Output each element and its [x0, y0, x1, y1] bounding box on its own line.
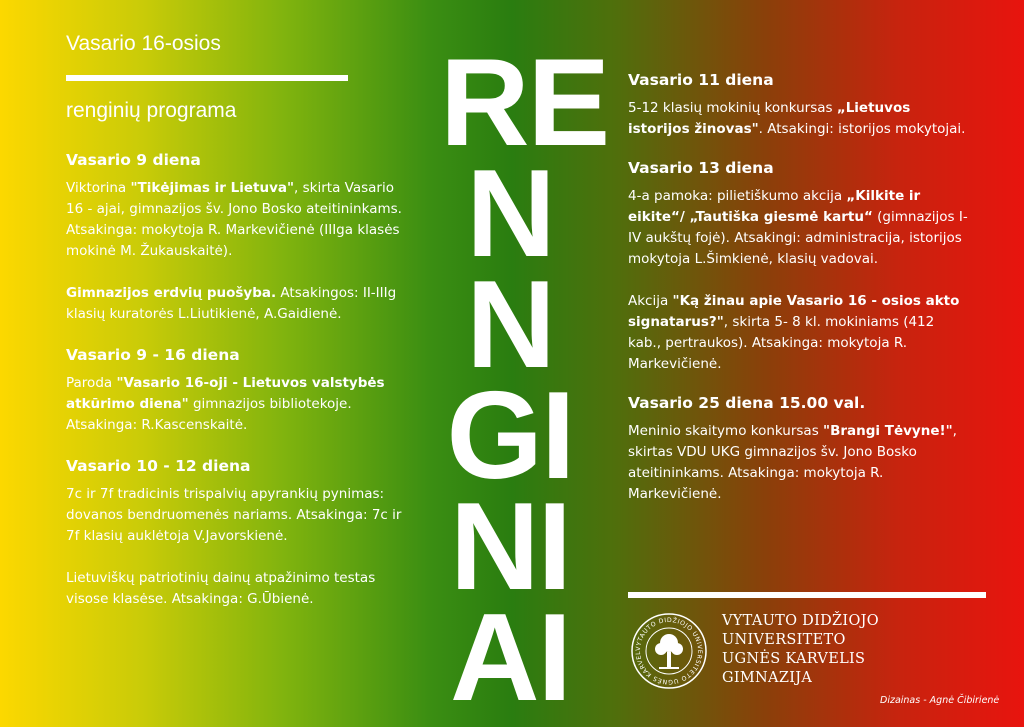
event-text: (gimnazijos I-IV aukštų fojė). Atsakingi: administracija, istorijos mokytoja L.Šimkienė, klasių vadovai. — [628, 209, 968, 267]
event-title-bold: "Tikėjimas ir Lietuva" — [130, 180, 295, 196]
event-description — [628, 421, 968, 505]
event-text: , skirta Vasario 16 - ajai, gimnazijos šv. Jono Bosko ateitininkams. Atsakinga: mokytoja R. Markevičienė (IIIga klasės mokinė M. Žukauskaitė). — [66, 180, 402, 259]
event-block — [628, 70, 968, 140]
event-description — [66, 283, 406, 325]
school-name-line: UNIVERSITETO — [722, 632, 846, 648]
big-vertical-word — [440, 34, 609, 727]
event-title-bold: Gimnazijos erdvių puošyba. — [66, 285, 277, 301]
big-word-line: N — [466, 256, 554, 394]
event-date: Vasario 10 - 12 diena — [66, 457, 251, 475]
event-description — [628, 186, 968, 270]
event-text: Atsakingos: II-IIIg klasių kuratorės L.Liutikienė, A.Gaidienė. — [66, 285, 397, 322]
tree-seal-icon — [630, 612, 708, 690]
event-block — [628, 393, 968, 505]
event-text: gimnazijos bibliotekoje. Atsakinga: R.Kascenskaitė. — [66, 396, 352, 433]
big-word-line: NI — [450, 478, 570, 616]
school-name — [722, 612, 879, 688]
footer-divider — [628, 592, 986, 598]
left-column — [66, 150, 406, 630]
event-text: Viktorina — [66, 180, 131, 196]
event-text: Paroda — [66, 375, 117, 391]
design-credit: Dizainas - Agnė Čibirienė — [880, 695, 1000, 706]
event-title-bold: "Brangi Tėvyne!" — [823, 423, 953, 439]
title-divider — [66, 75, 348, 81]
page-title: Vasario 16-osios — [66, 32, 221, 55]
event-date: Vasario 9 diena — [66, 151, 201, 169]
school-name-line: GIMNAZIJA — [722, 670, 813, 686]
event-description — [66, 484, 406, 547]
event-text: 7c ir 7f tradicinis trispalvių apyrankių pynimas: dovanos bendruomenės nariams. Atsakinga: 7c ir 7f klasių auklėtoja V.Javorskienė. — [66, 486, 402, 544]
event-title-bold: "Vasario 16-oji - Lietuvos valstybės atkūrimo diena" — [66, 375, 385, 412]
event-text: . Atsakingi: istorijos mokytojai. — [758, 121, 966, 137]
event-text: , skirtas VDU UKG gimnazijos šv. Jono Bosko ateitininkams. Atsakinga: mokytoja R. Markevičienė. — [628, 423, 957, 502]
event-description — [66, 178, 406, 262]
event-text: , skirta 5- 8 kl. mokiniams (412 kab., pertraukos). Atsakinga: mokytoja R. Markevičienė. — [628, 314, 935, 372]
event-date: Vasario 11 diena — [628, 71, 774, 89]
event-block — [628, 158, 968, 375]
big-word-line: AI — [450, 589, 570, 727]
event-text: Akcija — [628, 293, 673, 309]
event-description — [628, 291, 968, 375]
event-title-bold: „Kilkite ir eikite“/ „Tautiška giesmė kartu“ — [628, 188, 921, 225]
seal-text: VYTAUTO DIDŽIOJO UNIVERSITETO UGNĖS KARVEL — [634, 616, 704, 686]
event-date: Vasario 13 diena — [628, 159, 774, 177]
event-text: Lietuviškų patriotinių dainų atpažinimo testas visose klasėse. Atsakinga: G.Ūbienė. — [66, 570, 376, 607]
event-text: 5-12 klasių mokinių konkursas — [628, 100, 837, 116]
event-description — [628, 98, 968, 140]
event-title-bold: „Lietuvos istorijos žinovas" — [628, 100, 911, 137]
event-text: 4-a pamoka: pilietiškumo akcija — [628, 188, 847, 204]
right-column — [628, 70, 968, 523]
event-text: Meninio skaitymo konkursas — [628, 423, 824, 439]
event-title-bold: "Ką žinau apie Vasario 16 - osios akto signatarus?" — [628, 293, 960, 330]
big-word-line: N — [466, 145, 554, 283]
big-word-line: RE — [440, 34, 609, 172]
event-block — [66, 456, 406, 610]
page-subtitle: renginių programa — [66, 99, 237, 122]
event-block — [66, 150, 406, 325]
school-name-line: UGNĖS KARVELIS — [722, 651, 866, 667]
event-description — [66, 568, 406, 610]
school-name-line: VYTAUTO DIDŽIOJO — [722, 613, 879, 629]
event-block — [66, 345, 406, 436]
event-date: Vasario 25 diena 15.00 val. — [628, 394, 866, 412]
big-word-line: GI — [446, 367, 574, 505]
event-description — [66, 373, 406, 436]
event-date: Vasario 9 - 16 diena — [66, 346, 240, 364]
